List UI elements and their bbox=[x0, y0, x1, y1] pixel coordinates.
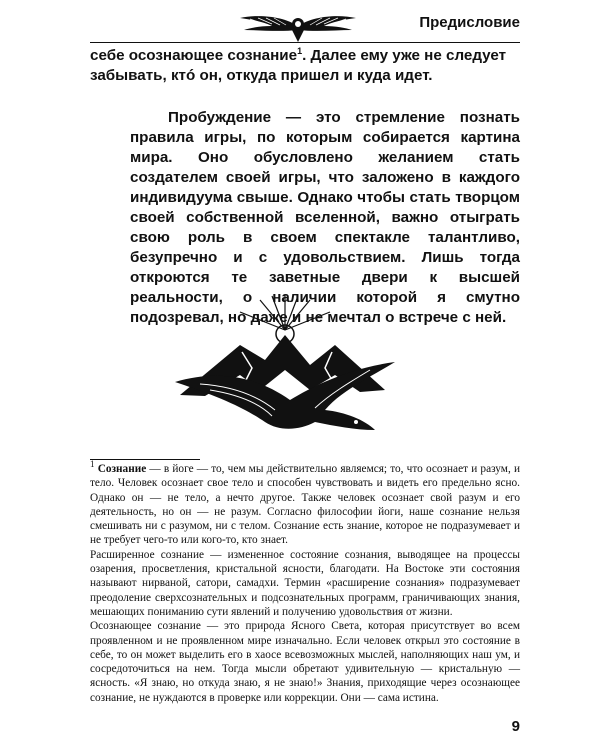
quote-paragraph: Пробуждение — это стремление познать правила игры, по которым собирается картина мира. Оно обусловлено желанием стать создателем своей игры, что заложено в каждого индивидуума свыше. Однако чтобы стать творцом своей собственной вселенной, важно отыграть свою роль в своем спектакле талантливо, безупречно и с удовольствием. Лишь тогда откроются те заветные двери к высшей реальности, о наличии которой я смутно подозревал, но даже и не мечтал о встрече с ней. bbox=[130, 109, 520, 326]
body-text bbox=[90, 46, 520, 86]
winged-sun-icon bbox=[238, 8, 358, 44]
footnote-marker[interactable]: 1 bbox=[297, 45, 303, 56]
lead-paragraph bbox=[90, 46, 520, 86]
footnote-text-2: Расширенное сознание — измененное состояние сознания, выводящее на процессы озарения, просветления, кристальной ясности, благодати. На Востоке эти состояния называют нирваной, сатори, самадхи. Термин «расширение сознания» подразумевает преодоление сверхсознательных и подсознательных программ, граничивающих знания, мешающих пониманию сути явлений и получению удовольствия от жизни. bbox=[90, 548, 520, 618]
footnote-1 bbox=[90, 459, 521, 548]
footnote-text-1: — в йоге — то, чем мы действительно являемся; то, что осознает и разум, и тело. Человек осознает свое тело и способен чувствовать и видеть его предельно ясно. Однако он — не тело, а нечто другое. Также человек осознает свой разум и его деятельность, но он — не разум. Согласно философии йоги, наше сознание нельзя смешивать ни с разумом, ни с телом. Сознание есть знание, которое не подразумевает и не требует чего-то или кого-то, кто знает. bbox=[90, 463, 521, 547]
section-title: Предисловие bbox=[419, 14, 520, 31]
footnote-rule bbox=[90, 459, 200, 460]
lead-rest: . Далее ему уже не следует забывать, ктó он, откуда пришел и куда идет. bbox=[90, 47, 507, 84]
footnote-block bbox=[90, 459, 521, 705]
bird-over-mountains-icon bbox=[160, 290, 410, 460]
lead-prefix: себе bbox=[90, 47, 129, 64]
footnote-term: Сознание bbox=[97, 463, 147, 475]
footnote-text-3: Осознающее сознание — это природа Ясного Света, которая присутствует во всем проявленном и не проявленном мире изначально. Если человек открыл это состояние в себе, то он может выделить его в хаосе всевозможных мыслей, наполняющих наш ум, и сосредоточиться на нем. Тогда мысли обретают удивительную — кристальную — ясность. «Я знаю, но откуда знаю, я не знаю!» Знания, приходящие через осознающее сознание, не нуждаются в проверке или коррекции. Они — сама истина. bbox=[90, 620, 520, 704]
lead-bold-term: осознающее bbox=[128, 47, 224, 64]
page-number: 9 bbox=[511, 718, 520, 735]
footnote-number: 1 bbox=[90, 459, 95, 470]
lead-mid: сознание bbox=[223, 47, 298, 64]
